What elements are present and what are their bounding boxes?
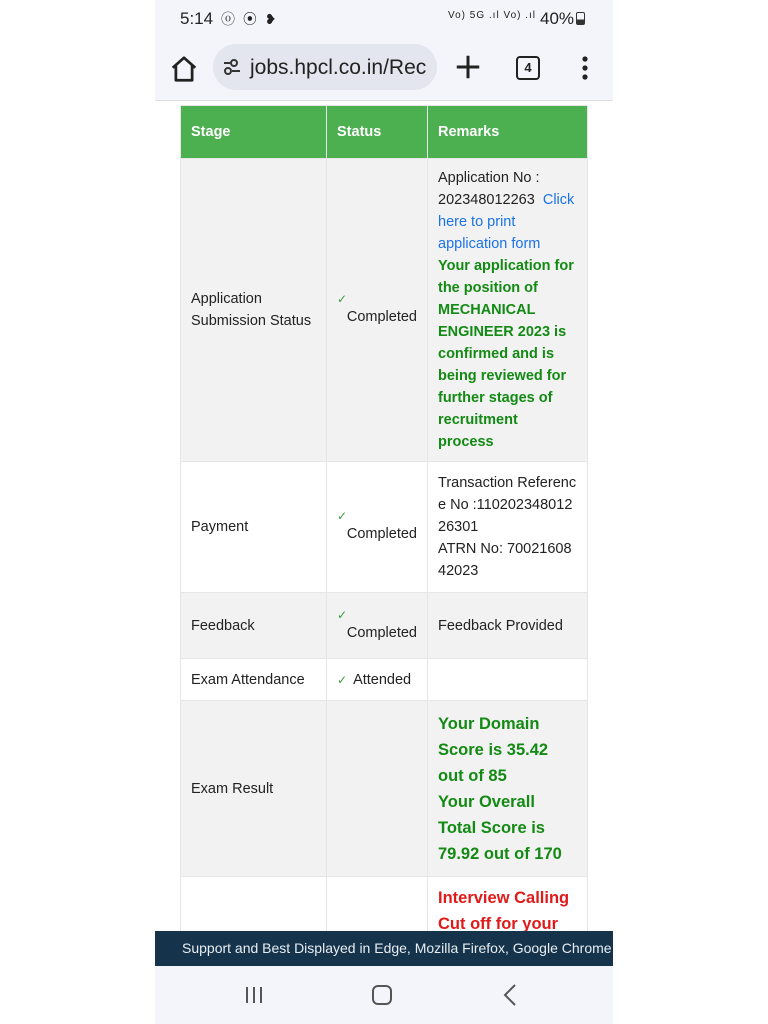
- status-time: 5:14: [180, 9, 214, 28]
- recents-icon[interactable]: [244, 985, 264, 1005]
- atrn-number: ATRN No: 7002160842023: [438, 541, 572, 579]
- tune-icon[interactable]: [222, 57, 242, 77]
- check-icon: ✓: [337, 509, 348, 523]
- header-stage: Stage: [181, 106, 327, 159]
- remarks-cell: [428, 159, 588, 462]
- interview-cutoff-message: Interview Calling Cut off for your: [438, 889, 570, 931]
- status-cell: [327, 593, 428, 659]
- status-text: Completed: [346, 526, 417, 542]
- status-cell: [327, 701, 428, 877]
- stage-cell: Application Submission Status: [181, 159, 327, 462]
- transaction-reference: Transaction Reference No :11020234801226301: [438, 475, 577, 535]
- address-bar[interactable]: [213, 44, 437, 90]
- header-status: Status: [327, 106, 428, 159]
- remarks-cell: [428, 659, 588, 701]
- remarks-cell: [428, 462, 588, 593]
- status-text: Attended: [353, 671, 412, 688]
- header-remarks: Remarks: [428, 106, 588, 159]
- check-icon: ✓: [337, 292, 348, 306]
- home-icon[interactable]: [169, 54, 199, 84]
- recruitment-status-table: [180, 105, 588, 931]
- browser-toolbar: [155, 38, 613, 101]
- remarks-cell: [428, 701, 588, 877]
- table-row: [181, 877, 588, 932]
- confirmation-message: Your application for the position of MECHANICAL ENGINEER 2023 is confirmed and is being reviewed for further stages of recruitment process: [438, 258, 574, 450]
- stage-cell: Exam Attendance: [181, 659, 327, 701]
- status-cell: [327, 462, 428, 593]
- table-header-row: [181, 106, 588, 159]
- url-text: jobs.hpcl.co.in/Rec: [250, 56, 427, 79]
- browser-support-banner: [155, 931, 613, 966]
- remarks-cell: [428, 877, 588, 932]
- tab-switcher-button[interactable]: [516, 56, 540, 80]
- table-row: [181, 593, 588, 659]
- print-application-link[interactable]: Click here to print application form: [438, 192, 575, 252]
- check-icon: ✓: [337, 672, 348, 687]
- table-row: [181, 659, 588, 701]
- nav-home-icon[interactable]: [372, 985, 392, 1005]
- remarks-cell: Feedback Provided: [428, 593, 588, 659]
- table-row: [181, 159, 588, 462]
- status-text: Completed: [346, 624, 417, 641]
- status-cell: [327, 877, 428, 932]
- battery-indicator: [540, 9, 585, 29]
- status-cell: [327, 659, 428, 701]
- overall-score: Your Overall Total Score is 79.92 out of 170: [438, 792, 562, 863]
- plus-icon[interactable]: [453, 52, 483, 82]
- stage-cell: Feedback: [181, 593, 327, 659]
- domain-score: Your Domain Score is 35.42 out of 85: [438, 714, 549, 785]
- back-icon[interactable]: [503, 983, 517, 1007]
- phone-screen: [155, 0, 613, 1024]
- stage-cell: Exam Result: [181, 701, 327, 877]
- status-bar: [155, 0, 613, 38]
- tab-count: 4: [524, 60, 532, 75]
- status-text: Completed: [346, 309, 417, 325]
- system-nav-bar: [155, 966, 613, 1024]
- page-content[interactable]: [155, 101, 613, 931]
- footer-text: Support and Best Displayed in Edge, Mozilla Firefox, Google Chrome: [182, 940, 612, 956]
- battery-icon: [576, 12, 585, 25]
- table-row: [181, 462, 588, 593]
- stage-cell: Payment: [181, 462, 327, 593]
- notification-icons: ⓞ ⦿ ❥: [221, 11, 279, 27]
- stage-cell: [181, 877, 327, 932]
- more-vert-icon[interactable]: [575, 53, 595, 83]
- battery-percent: 40%: [540, 9, 575, 28]
- status-cell: [327, 159, 428, 462]
- check-icon: ✓: [337, 607, 348, 622]
- application-number: Application No : 202348012263: [438, 170, 540, 208]
- table-row: [181, 701, 588, 877]
- signal-icons: Vo) 5G .ıl Vo) .ıl: [448, 10, 537, 21]
